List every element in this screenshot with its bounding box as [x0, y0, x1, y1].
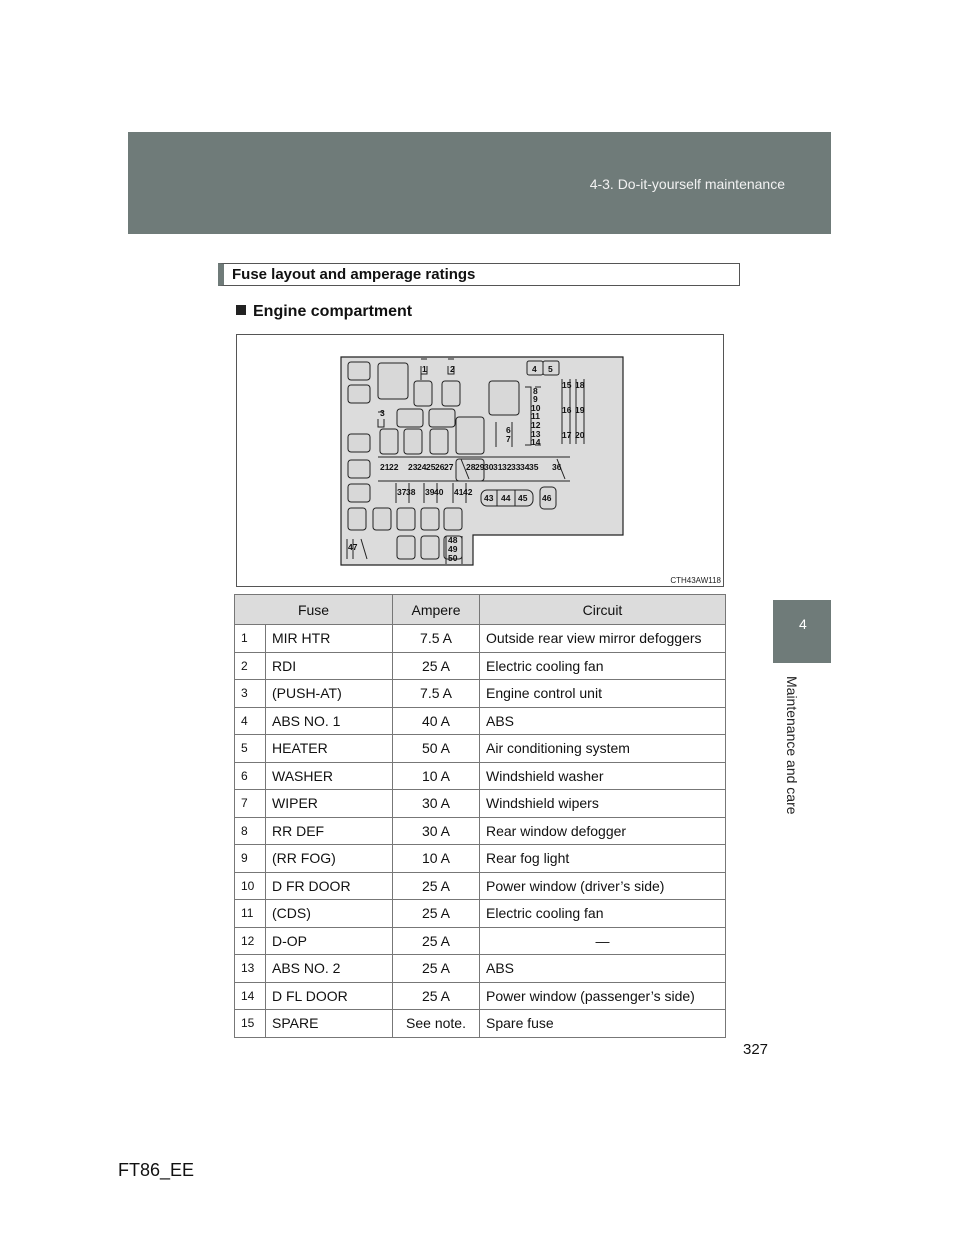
table-row [235, 652, 726, 680]
relay-block [444, 508, 462, 530]
footer-code: FT86_EE [118, 1160, 195, 1180]
svg-text:45: 45 [518, 493, 528, 503]
header-band [128, 132, 831, 234]
svg-text:8: 8 [533, 386, 538, 396]
fuse-number-cell: 6 [235, 762, 266, 790]
svg-text:31: 31 [493, 462, 503, 472]
table-row [235, 845, 726, 873]
fuse-number-cell: 9 [235, 845, 266, 873]
ampere-cell: 25 A [393, 900, 480, 928]
fuse-name-cell: ABS NO. 1 [266, 707, 393, 735]
table-row [235, 625, 726, 653]
svg-text:14: 14 [531, 437, 541, 447]
ampere-cell: 50 A [393, 735, 480, 763]
circuit-cell: Power window (driver’s side) [480, 872, 726, 900]
fuse-name-cell: MIR HTR [266, 625, 393, 653]
fuse-name-cell: D FL DOOR [266, 982, 393, 1010]
table-row [235, 900, 726, 928]
ampere-cell: 30 A [393, 790, 480, 818]
table-row [235, 707, 726, 735]
fuse-name-cell: (CDS) [266, 900, 393, 928]
fuse-number-cell: 1 [235, 625, 266, 653]
bullet-square-icon [236, 305, 246, 315]
svg-text:38: 38 [406, 487, 416, 497]
svg-text:33: 33 [511, 462, 521, 472]
fuse-number-cell: 5 [235, 735, 266, 763]
relay-block [404, 429, 422, 454]
table-row [235, 762, 726, 790]
relay-block [421, 536, 439, 559]
svg-text:13: 13 [531, 429, 541, 439]
relay-block [348, 385, 370, 403]
svg-text:41: 41 [454, 487, 464, 497]
fuse-number-cell: 14 [235, 982, 266, 1010]
svg-text:44: 44 [501, 493, 511, 503]
svg-text:47: 47 [348, 542, 358, 552]
ampere-cell: 25 A [393, 955, 480, 983]
circuit-cell: Air conditioning system [480, 735, 726, 763]
fuse-number-cell: 3 [235, 680, 266, 708]
svg-text:42: 42 [463, 487, 473, 497]
relay-block [348, 484, 370, 502]
svg-text:1: 1 [422, 364, 427, 374]
relay-block [348, 362, 370, 380]
ampere-cell: 7.5 A [393, 625, 480, 653]
relay-block [348, 508, 366, 530]
circuit-cell: ABS [480, 707, 726, 735]
svg-text:35: 35 [529, 462, 539, 472]
svg-text:36: 36 [552, 462, 562, 472]
fuse-name-cell: (RR FOG) [266, 845, 393, 873]
circuit-cell: Rear window defogger [480, 817, 726, 845]
fuse-number-cell: 15 [235, 1010, 266, 1038]
fuse-name-cell: WASHER [266, 762, 393, 790]
header-fuse: Fuse [235, 595, 393, 625]
diagram-code: CTH43AW118 [670, 576, 721, 585]
table-row [235, 680, 726, 708]
table-row [235, 955, 726, 983]
circuit-cell: Electric cooling fan [480, 652, 726, 680]
svg-text:32: 32 [502, 462, 512, 472]
table-row [235, 872, 726, 900]
fuse-number-cell: 10 [235, 872, 266, 900]
table-row [235, 982, 726, 1010]
svg-text:12: 12 [531, 420, 541, 430]
subheading-text: Engine compartment [253, 303, 413, 320]
relay-block [397, 536, 415, 559]
svg-text:37: 37 [397, 487, 407, 497]
svg-text:18: 18 [575, 380, 585, 390]
svg-text:40: 40 [434, 487, 444, 497]
relay-block [378, 363, 408, 399]
svg-text:39: 39 [425, 487, 435, 497]
circuit-cell: ABS [480, 955, 726, 983]
svg-text:49: 49 [448, 544, 458, 554]
svg-text:16: 16 [562, 405, 572, 415]
fuse-name-cell: RR DEF [266, 817, 393, 845]
fuse-name-cell: SPARE [266, 1010, 393, 1038]
side-chapter-label: Maintenance and care [784, 676, 800, 815]
relay-block [489, 381, 519, 415]
header-ampere: Ampere [393, 595, 480, 625]
relay-block [456, 417, 484, 454]
section-title: Fuse layout and amperage ratings [218, 263, 740, 286]
circuit-cell: — [480, 927, 726, 955]
circuit-cell: Engine control unit [480, 680, 726, 708]
circuit-cell: Electric cooling fan [480, 900, 726, 928]
fuse-number-cell: 8 [235, 817, 266, 845]
svg-text:24: 24 [417, 462, 427, 472]
subheading [236, 303, 412, 321]
svg-text:3: 3 [380, 408, 385, 418]
svg-text:2: 2 [450, 364, 455, 374]
fuse-box-svg [237, 335, 723, 586]
side-chapter-number: 4 [799, 616, 807, 632]
relay-block [421, 508, 439, 530]
relay-block [414, 381, 432, 406]
svg-text:6: 6 [506, 425, 511, 435]
svg-text:21: 21 [380, 462, 390, 472]
ampere-cell: See note. [393, 1010, 480, 1038]
ampere-cell: 7.5 A [393, 680, 480, 708]
fuse-number-cell: 2 [235, 652, 266, 680]
svg-text:30: 30 [484, 462, 494, 472]
ampere-cell: 10 A [393, 762, 480, 790]
fuse-number-cell: 4 [235, 707, 266, 735]
circuit-cell: Windshield washer [480, 762, 726, 790]
ampere-cell: 25 A [393, 982, 480, 1010]
fuse-name-cell: ABS NO. 2 [266, 955, 393, 983]
fuse-name-cell: HEATER [266, 735, 393, 763]
svg-text:48: 48 [448, 535, 458, 545]
fuse-name-cell: (PUSH-AT) [266, 680, 393, 708]
svg-text:29: 29 [475, 462, 485, 472]
svg-text:25: 25 [426, 462, 436, 472]
svg-text:50: 50 [448, 553, 458, 563]
svg-text:34: 34 [520, 462, 530, 472]
fuse-name-cell: D FR DOOR [266, 872, 393, 900]
svg-text:10: 10 [531, 403, 541, 413]
svg-text:20: 20 [575, 430, 585, 440]
fuse-name-cell: RDI [266, 652, 393, 680]
svg-text:22: 22 [389, 462, 399, 472]
page-number: 327 [743, 1041, 769, 1058]
relay-block [348, 434, 370, 452]
svg-text:27: 27 [444, 462, 454, 472]
relay-block [348, 460, 370, 478]
fuse-number-cell: 12 [235, 927, 266, 955]
ampere-cell: 25 A [393, 872, 480, 900]
relay-block [373, 508, 391, 530]
circuit-cell: Windshield wipers [480, 790, 726, 818]
svg-text:15: 15 [562, 380, 572, 390]
circuit-cell: Outside rear view mirror defoggers [480, 625, 726, 653]
ampere-cell: 25 A [393, 652, 480, 680]
svg-text:43: 43 [484, 493, 494, 503]
table-row [235, 927, 726, 955]
table-row [235, 1010, 726, 1038]
svg-text:28: 28 [466, 462, 476, 472]
fuse-table [234, 594, 726, 1038]
fuse-name-cell: WIPER [266, 790, 393, 818]
circuit-cell: Rear fog light [480, 845, 726, 873]
circuit-cell: Power window (passenger’s side) [480, 982, 726, 1010]
table-row [235, 735, 726, 763]
fuse-number-cell: 11 [235, 900, 266, 928]
relay-block [442, 381, 460, 406]
table-row [235, 790, 726, 818]
svg-text:46: 46 [542, 493, 552, 503]
ampere-cell: 40 A [393, 707, 480, 735]
table-header-row [235, 595, 726, 625]
svg-text:9: 9 [533, 394, 538, 404]
relay-block [380, 429, 398, 454]
svg-text:19: 19 [575, 405, 585, 415]
svg-text:11: 11 [531, 411, 540, 421]
table-row [235, 817, 726, 845]
fuse-number-cell: 13 [235, 955, 266, 983]
svg-text:17: 17 [562, 430, 572, 440]
relay-block [429, 409, 455, 427]
svg-text:23: 23 [408, 462, 418, 472]
relay-block [397, 409, 423, 427]
fuse-name-cell: D-OP [266, 927, 393, 955]
fuse-number-cell: 7 [235, 790, 266, 818]
relay-block [397, 508, 415, 530]
relay-block [430, 429, 448, 454]
svg-text:4: 4 [532, 364, 537, 374]
ampere-cell: 10 A [393, 845, 480, 873]
ampere-cell: 25 A [393, 927, 480, 955]
svg-text:5: 5 [548, 364, 553, 374]
svg-text:26: 26 [435, 462, 445, 472]
ampere-cell: 30 A [393, 817, 480, 845]
header-circuit: Circuit [480, 595, 726, 625]
svg-text:7: 7 [506, 434, 511, 444]
fuse-box-diagram [236, 334, 724, 587]
header-section-title: 4-3. Do-it-yourself maintenance [589, 176, 785, 192]
circuit-cell: Spare fuse [480, 1010, 726, 1038]
